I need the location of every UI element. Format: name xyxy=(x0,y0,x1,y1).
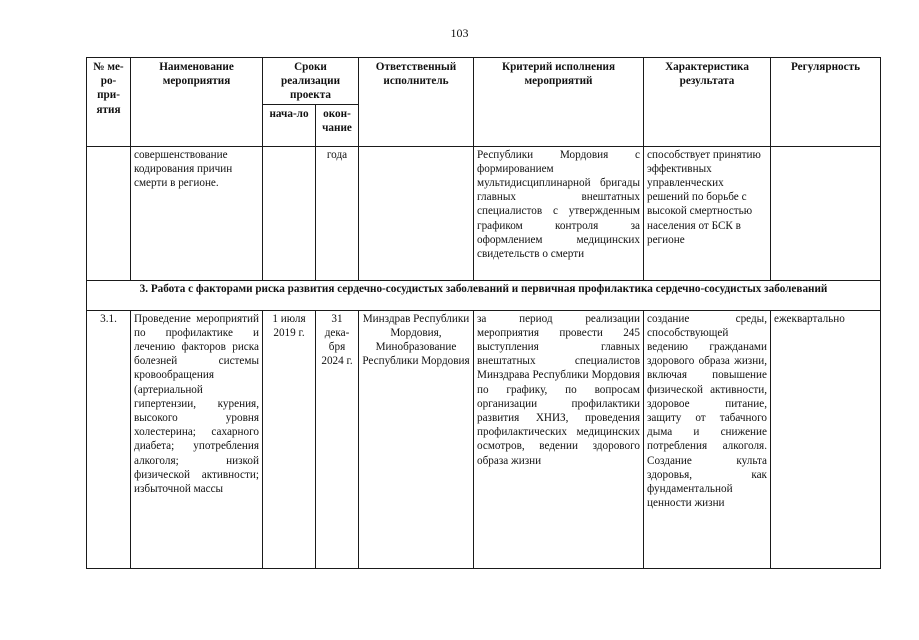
header-num: № ме-ро-при-ятия xyxy=(87,58,131,147)
cell-criterion: за период реализации мероприятия провести 245 выступления главных внештатных специалистов Минздрава Республики Мордовия по графику, по вопросам организации профилактики развития ХНИЗ, проведения профилактических медицинских осмотров, ведении здорового образа жизни xyxy=(474,310,644,568)
cell-end: года xyxy=(316,146,359,280)
header-start: нача-ло xyxy=(263,104,316,146)
table-row xyxy=(87,310,881,568)
cell-regularity: ежеквартально xyxy=(771,310,881,568)
cell-name: совершенствование кодирования причин смерти в регионе. xyxy=(131,146,263,280)
activities-table xyxy=(86,57,881,569)
table-row xyxy=(87,146,881,280)
cell-start: 1 июля 2019 г. xyxy=(263,310,316,568)
header-name: Наименование мероприятия xyxy=(131,58,263,147)
header-criterion: Критерий исполнения мероприятий xyxy=(474,58,644,147)
cell-result: создание среды, способствующей ведению гражданами здорового образа жизни, включая повышение физической активности, здоровое питание, защиту от табачного дыма и снижение потребления алкоголя. Создание культа здоровья, как фундаментальной ценности жизни xyxy=(644,310,771,568)
cell-result: способствует принятию эффективных управленческих решений по борьбе с высокой смертностью населения от БСК в регионе xyxy=(644,146,771,280)
header-result: Характеристика результата xyxy=(644,58,771,147)
section-3-title: 3. Работа с факторами риска развития сердечно-сосудистых заболеваний и первичная профилактика сердечно-сосудистых заболеваний xyxy=(87,280,881,310)
cell-end: 31 дека-бря 2024 г. xyxy=(316,310,359,568)
cell-criterion: Республики Мордовия с формированием мультидисциплинарной бригады главных внештатных специалистов с утвержденным графиком контроля за оформлением медицинских свидетельств о смерти xyxy=(474,146,644,280)
cell-responsible: Минздрав Республики Мордовия, Минобразование Республики Мордовия xyxy=(359,310,474,568)
header-responsible: Ответственный исполнитель xyxy=(359,58,474,147)
page-number: 103 xyxy=(450,26,469,40)
header-row-1 xyxy=(87,58,881,105)
cell-num: 3.1. xyxy=(87,310,131,568)
header-terms: Сроки реализации проекта xyxy=(263,58,359,105)
cell-start xyxy=(263,146,316,280)
section-3-row xyxy=(87,280,881,310)
cell-name: Проведение мероприятий по профилактике и лечению факторов риска болезней системы кровообращения (артериальной гипертензии, курения, высокого уровня холестерина; сахарного диабета; употребления алкоголя; низкой физической активности; избыточной массы xyxy=(131,310,263,568)
cell-responsible xyxy=(359,146,474,280)
cell-num xyxy=(87,146,131,280)
cell-regularity xyxy=(771,146,881,280)
header-regularity: Регулярность xyxy=(771,58,881,147)
header-end: окон-чание xyxy=(316,104,359,146)
